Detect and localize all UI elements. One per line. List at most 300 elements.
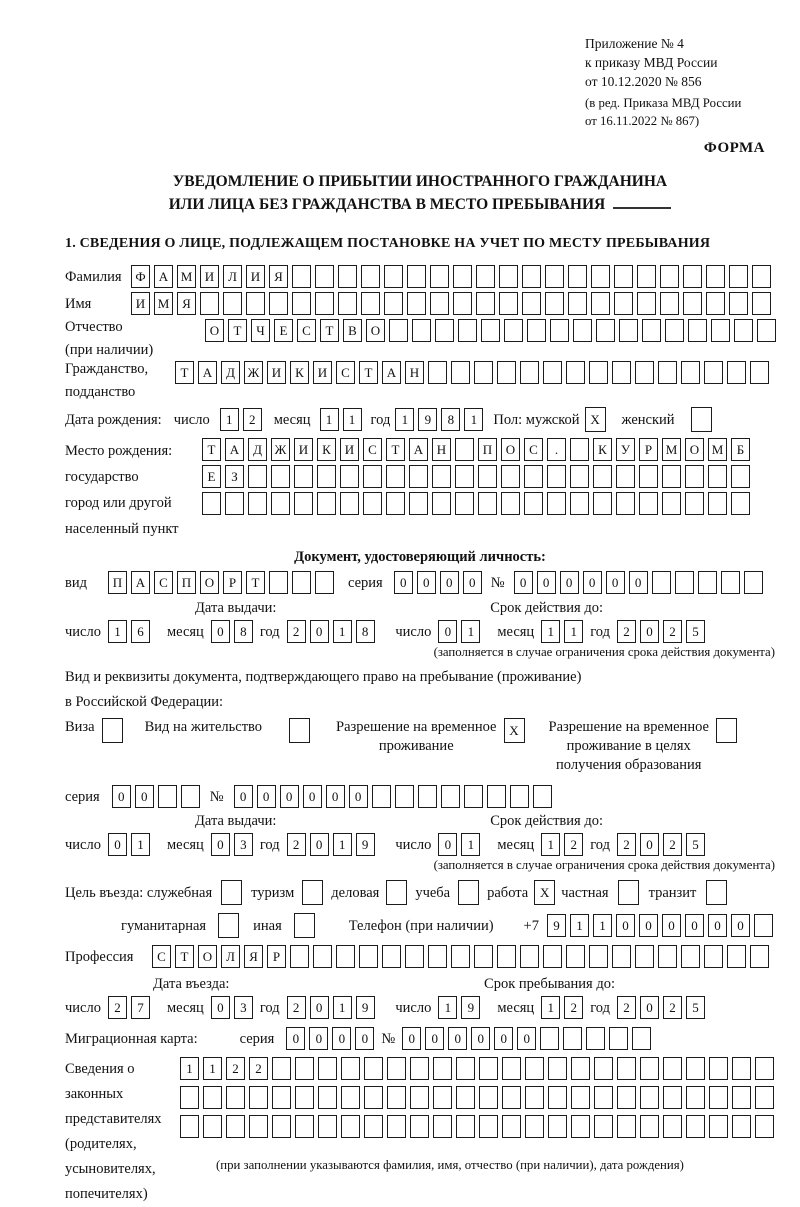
char-cell[interactable] (686, 1115, 705, 1138)
char-cell[interactable] (614, 292, 633, 315)
char-cell[interactable] (681, 361, 700, 384)
char-cell[interactable]: М (708, 438, 727, 461)
char-cell[interactable] (181, 785, 200, 808)
char-cell[interactable]: А (154, 265, 173, 288)
char-cell[interactable]: 1 (593, 914, 612, 937)
res-expiry-day-cells[interactable] (438, 833, 480, 856)
id-issue-month-cells[interactable] (211, 620, 253, 643)
char-cell[interactable] (102, 718, 123, 743)
residence-permit-checkbox[interactable] (289, 718, 310, 743)
char-cell[interactable]: 1 (320, 408, 339, 431)
char-cell[interactable] (479, 1057, 498, 1080)
char-cell[interactable] (412, 319, 431, 342)
birth-day-cells[interactable] (220, 408, 262, 431)
char-cell[interactable] (481, 319, 500, 342)
char-cell[interactable] (755, 1057, 774, 1080)
char-cell[interactable] (363, 492, 382, 515)
char-cell[interactable]: А (225, 438, 244, 461)
char-cell[interactable]: 6 (131, 620, 150, 643)
char-cell[interactable]: 0 (560, 571, 579, 594)
id-expiry-day-cells[interactable] (438, 620, 480, 643)
char-cell[interactable] (640, 1057, 659, 1080)
given-name-cells[interactable] (131, 292, 771, 315)
char-cell[interactable]: И (246, 265, 265, 288)
char-cell[interactable] (548, 1086, 567, 1109)
char-cell[interactable]: М (154, 292, 173, 315)
purpose-official-checkbox[interactable] (221, 880, 242, 905)
surname-cells[interactable] (131, 265, 771, 288)
char-cell[interactable] (433, 1086, 452, 1109)
char-cell[interactable]: X (585, 407, 606, 432)
char-cell[interactable] (708, 465, 727, 488)
char-cell[interactable] (364, 1057, 383, 1080)
char-cell[interactable]: 2 (617, 996, 636, 1019)
char-cell[interactable]: 1 (180, 1057, 199, 1080)
char-cell[interactable] (249, 1086, 268, 1109)
char-cell[interactable]: 9 (461, 996, 480, 1019)
char-cell[interactable] (158, 785, 177, 808)
char-cell[interactable] (593, 465, 612, 488)
rvp-checkbox[interactable] (504, 718, 525, 743)
char-cell[interactable]: А (382, 361, 401, 384)
char-cell[interactable]: Ж (244, 361, 263, 384)
char-cell[interactable] (456, 1115, 475, 1138)
char-cell[interactable] (479, 1086, 498, 1109)
char-cell[interactable] (202, 492, 221, 515)
char-cell[interactable] (432, 465, 451, 488)
citizenship-cells[interactable] (175, 361, 769, 384)
char-cell[interactable] (750, 361, 769, 384)
char-cell[interactable] (338, 265, 357, 288)
char-cell[interactable] (617, 1115, 636, 1138)
char-cell[interactable] (428, 361, 447, 384)
char-cell[interactable]: 1 (395, 408, 414, 431)
migration-series-cells[interactable] (286, 1027, 374, 1050)
char-cell[interactable]: Т (359, 361, 378, 384)
char-cell[interactable]: 0 (640, 620, 659, 643)
char-cell[interactable] (706, 880, 727, 905)
char-cell[interactable]: 5 (686, 996, 705, 1019)
char-cell[interactable] (750, 945, 769, 968)
char-cell[interactable] (662, 492, 681, 515)
char-cell[interactable]: 2 (226, 1057, 245, 1080)
char-cell[interactable]: 0 (211, 620, 230, 643)
char-cell[interactable] (382, 945, 401, 968)
char-cell[interactable]: 0 (332, 1027, 351, 1050)
char-cell[interactable]: 8 (441, 408, 460, 431)
char-cell[interactable]: Е (274, 319, 293, 342)
char-cell[interactable] (525, 1115, 544, 1138)
char-cell[interactable]: 8 (234, 620, 253, 643)
char-cell[interactable] (364, 1086, 383, 1109)
char-cell[interactable] (734, 319, 753, 342)
char-cell[interactable] (681, 945, 700, 968)
char-cell[interactable]: О (501, 438, 520, 461)
char-cell[interactable]: 9 (356, 833, 375, 856)
char-cell[interactable] (317, 465, 336, 488)
char-cell[interactable]: С (154, 571, 173, 594)
char-cell[interactable]: 2 (108, 996, 127, 1019)
char-cell[interactable]: 2 (287, 996, 306, 1019)
char-cell[interactable]: 0 (310, 833, 329, 856)
char-cell[interactable] (755, 1115, 774, 1138)
char-cell[interactable] (249, 1115, 268, 1138)
char-cell[interactable]: Ж (271, 438, 290, 461)
res-issue-year-cells[interactable] (287, 833, 375, 856)
char-cell[interactable] (455, 492, 474, 515)
char-cell[interactable] (290, 945, 309, 968)
char-cell[interactable]: 1 (461, 620, 480, 643)
char-cell[interactable] (295, 1115, 314, 1138)
char-cell[interactable]: 0 (257, 785, 276, 808)
char-cell[interactable]: О (366, 319, 385, 342)
char-cell[interactable]: 9 (356, 996, 375, 1019)
char-cell[interactable]: 0 (537, 571, 556, 594)
entry-month-cells[interactable] (211, 996, 253, 1019)
char-cell[interactable] (384, 265, 403, 288)
char-cell[interactable] (451, 945, 470, 968)
res-issue-day-cells[interactable] (108, 833, 150, 856)
char-cell[interactable] (547, 492, 566, 515)
char-cell[interactable]: 0 (438, 833, 457, 856)
char-cell[interactable] (663, 1086, 682, 1109)
char-cell[interactable] (430, 265, 449, 288)
char-cell[interactable] (318, 1115, 337, 1138)
char-cell[interactable] (271, 465, 290, 488)
char-cell[interactable] (203, 1086, 222, 1109)
entry-year-cells[interactable] (287, 996, 375, 1019)
char-cell[interactable] (729, 265, 748, 288)
char-cell[interactable]: Я (269, 265, 288, 288)
char-cell[interactable] (563, 1027, 582, 1050)
char-cell[interactable]: К (593, 438, 612, 461)
char-cell[interactable] (616, 465, 635, 488)
char-cell[interactable] (294, 465, 313, 488)
char-cell[interactable]: Т (386, 438, 405, 461)
char-cell[interactable] (226, 1086, 245, 1109)
char-cell[interactable] (435, 319, 454, 342)
char-cell[interactable] (180, 1115, 199, 1138)
char-cell[interactable] (637, 292, 656, 315)
char-cell[interactable] (566, 945, 585, 968)
char-cell[interactable] (594, 1057, 613, 1080)
char-cell[interactable]: О (685, 438, 704, 461)
char-cell[interactable] (361, 292, 380, 315)
char-cell[interactable] (294, 492, 313, 515)
char-cell[interactable] (570, 438, 589, 461)
char-cell[interactable] (479, 1115, 498, 1138)
char-cell[interactable] (487, 785, 506, 808)
char-cell[interactable] (478, 465, 497, 488)
char-cell[interactable] (502, 1115, 521, 1138)
char-cell[interactable]: 1 (461, 833, 480, 856)
res-issue-month-cells[interactable] (211, 833, 253, 856)
purpose-other-checkbox[interactable] (294, 913, 315, 938)
char-cell[interactable] (361, 265, 380, 288)
char-cell[interactable] (315, 292, 334, 315)
char-cell[interactable] (660, 265, 679, 288)
char-cell[interactable] (364, 1115, 383, 1138)
char-cell[interactable] (407, 265, 426, 288)
char-cell[interactable] (384, 292, 403, 315)
char-cell[interactable] (548, 1057, 567, 1080)
char-cell[interactable] (272, 1057, 291, 1080)
char-cell[interactable] (341, 1115, 360, 1138)
char-cell[interactable] (386, 465, 405, 488)
char-cell[interactable] (716, 718, 737, 743)
char-cell[interactable] (292, 265, 311, 288)
char-cell[interactable]: Д (248, 438, 267, 461)
char-cell[interactable] (593, 492, 612, 515)
char-cell[interactable] (203, 1115, 222, 1138)
char-cell[interactable] (221, 880, 242, 905)
char-cell[interactable]: 0 (662, 914, 681, 937)
char-cell[interactable] (533, 785, 552, 808)
char-cell[interactable] (340, 492, 359, 515)
char-cell[interactable] (200, 292, 219, 315)
char-cell[interactable]: 9 (418, 408, 437, 431)
id-issue-day-cells[interactable] (108, 620, 150, 643)
char-cell[interactable]: 1 (464, 408, 483, 431)
char-cell[interactable]: 0 (463, 571, 482, 594)
char-cell[interactable]: 7 (131, 996, 150, 1019)
char-cell[interactable] (688, 319, 707, 342)
char-cell[interactable]: 0 (234, 785, 253, 808)
char-cell[interactable]: 0 (310, 996, 329, 1019)
char-cell[interactable] (410, 1057, 429, 1080)
char-cell[interactable] (524, 465, 543, 488)
char-cell[interactable] (455, 465, 474, 488)
char-cell[interactable] (410, 1115, 429, 1138)
char-cell[interactable] (432, 492, 451, 515)
char-cell[interactable]: Р (639, 438, 658, 461)
char-cell[interactable]: 2 (564, 833, 583, 856)
char-cell[interactable] (570, 465, 589, 488)
char-cell[interactable] (317, 492, 336, 515)
char-cell[interactable] (639, 465, 658, 488)
doc-number-cells[interactable] (514, 571, 763, 594)
char-cell[interactable] (246, 292, 265, 315)
char-cell[interactable] (363, 465, 382, 488)
purpose-study-checkbox[interactable] (458, 880, 479, 905)
guardians-cells-row1[interactable] (180, 1057, 774, 1080)
char-cell[interactable]: 1 (220, 408, 239, 431)
char-cell[interactable] (686, 1057, 705, 1080)
char-cell[interactable] (727, 361, 746, 384)
char-cell[interactable] (501, 465, 520, 488)
char-cell[interactable]: 1 (333, 996, 352, 1019)
char-cell[interactable] (248, 465, 267, 488)
char-cell[interactable] (550, 319, 569, 342)
char-cell[interactable] (223, 292, 242, 315)
char-cell[interactable]: 2 (617, 620, 636, 643)
char-cell[interactable]: 8 (356, 620, 375, 643)
char-cell[interactable] (721, 571, 740, 594)
char-cell[interactable] (744, 571, 763, 594)
char-cell[interactable] (731, 465, 750, 488)
char-cell[interactable] (387, 1086, 406, 1109)
char-cell[interactable] (732, 1057, 751, 1080)
char-cell[interactable]: 0 (280, 785, 299, 808)
char-cell[interactable] (635, 945, 654, 968)
char-cell[interactable]: 0 (309, 1027, 328, 1050)
char-cell[interactable]: 5 (686, 620, 705, 643)
char-cell[interactable] (640, 1086, 659, 1109)
char-cell[interactable] (430, 292, 449, 315)
char-cell[interactable] (568, 265, 587, 288)
char-cell[interactable] (709, 1057, 728, 1080)
char-cell[interactable]: 1 (333, 833, 352, 856)
char-cell[interactable] (640, 1115, 659, 1138)
char-cell[interactable]: 2 (663, 996, 682, 1019)
char-cell[interactable] (478, 492, 497, 515)
char-cell[interactable]: И (340, 438, 359, 461)
char-cell[interactable]: С (152, 945, 171, 968)
char-cell[interactable] (441, 785, 460, 808)
char-cell[interactable] (499, 265, 518, 288)
char-cell[interactable]: 0 (355, 1027, 374, 1050)
char-cell[interactable] (409, 465, 428, 488)
char-cell[interactable] (338, 292, 357, 315)
char-cell[interactable]: О (200, 571, 219, 594)
char-cell[interactable] (456, 1057, 475, 1080)
char-cell[interactable]: 0 (471, 1027, 490, 1050)
char-cell[interactable]: П (108, 571, 127, 594)
char-cell[interactable]: . (547, 438, 566, 461)
char-cell[interactable] (502, 1086, 521, 1109)
char-cell[interactable] (410, 1086, 429, 1109)
char-cell[interactable] (359, 945, 378, 968)
char-cell[interactable] (727, 945, 746, 968)
char-cell[interactable] (639, 492, 658, 515)
doc-type-cells[interactable] (108, 571, 334, 594)
char-cell[interactable] (685, 492, 704, 515)
char-cell[interactable] (525, 1086, 544, 1109)
char-cell[interactable] (405, 945, 424, 968)
char-cell[interactable]: 0 (394, 571, 413, 594)
char-cell[interactable] (456, 1086, 475, 1109)
char-cell[interactable] (476, 292, 495, 315)
char-cell[interactable]: М (662, 438, 681, 461)
char-cell[interactable]: 0 (108, 833, 127, 856)
char-cell[interactable]: 0 (135, 785, 154, 808)
stay-year-cells[interactable] (617, 996, 705, 1019)
char-cell[interactable] (547, 465, 566, 488)
sex-female-checkbox[interactable] (691, 407, 712, 432)
char-cell[interactable] (499, 292, 518, 315)
char-cell[interactable]: И (294, 438, 313, 461)
char-cell[interactable]: 1 (570, 914, 589, 937)
char-cell[interactable] (706, 292, 725, 315)
char-cell[interactable] (729, 292, 748, 315)
char-cell[interactable]: У (616, 438, 635, 461)
char-cell[interactable] (663, 1115, 682, 1138)
char-cell[interactable] (683, 292, 702, 315)
char-cell[interactable] (731, 492, 750, 515)
char-cell[interactable] (594, 1086, 613, 1109)
char-cell[interactable] (294, 913, 315, 938)
char-cell[interactable] (709, 1115, 728, 1138)
birthplace-cells-row2[interactable] (202, 465, 750, 488)
char-cell[interactable] (527, 319, 546, 342)
char-cell[interactable]: Я (177, 292, 196, 315)
char-cell[interactable]: Б (731, 438, 750, 461)
char-cell[interactable]: 1 (541, 833, 560, 856)
char-cell[interactable] (409, 492, 428, 515)
char-cell[interactable] (571, 1115, 590, 1138)
char-cell[interactable]: О (198, 945, 217, 968)
char-cell[interactable] (336, 945, 355, 968)
id-expiry-month-cells[interactable] (541, 620, 583, 643)
char-cell[interactable] (395, 785, 414, 808)
char-cell[interactable] (732, 1115, 751, 1138)
char-cell[interactable]: Я (244, 945, 263, 968)
char-cell[interactable] (612, 361, 631, 384)
char-cell[interactable] (386, 880, 407, 905)
char-cell[interactable] (662, 465, 681, 488)
char-cell[interactable] (269, 292, 288, 315)
migration-number-cells[interactable] (402, 1027, 651, 1050)
char-cell[interactable]: Е (202, 465, 221, 488)
char-cell[interactable] (520, 945, 539, 968)
char-cell[interactable]: Т (202, 438, 221, 461)
char-cell[interactable] (637, 265, 656, 288)
char-cell[interactable] (752, 292, 771, 315)
purpose-tourism-checkbox[interactable] (302, 880, 323, 905)
char-cell[interactable]: Н (432, 438, 451, 461)
char-cell[interactable] (433, 1057, 452, 1080)
char-cell[interactable]: Т (320, 319, 339, 342)
char-cell[interactable] (522, 292, 541, 315)
char-cell[interactable] (665, 319, 684, 342)
char-cell[interactable] (502, 1057, 521, 1080)
char-cell[interactable] (755, 1086, 774, 1109)
char-cell[interactable] (458, 319, 477, 342)
char-cell[interactable] (520, 361, 539, 384)
char-cell[interactable]: 9 (547, 914, 566, 937)
char-cell[interactable] (548, 1115, 567, 1138)
char-cell[interactable] (226, 1115, 245, 1138)
char-cell[interactable] (464, 785, 483, 808)
char-cell[interactable] (642, 319, 661, 342)
char-cell[interactable]: 1 (438, 996, 457, 1019)
char-cell[interactable] (387, 1115, 406, 1138)
char-cell[interactable] (453, 265, 472, 288)
char-cell[interactable] (295, 1057, 314, 1080)
char-cell[interactable] (566, 361, 585, 384)
char-cell[interactable] (218, 913, 239, 938)
id-issue-year-cells[interactable] (287, 620, 375, 643)
char-cell[interactable]: П (177, 571, 196, 594)
char-cell[interactable]: З (225, 465, 244, 488)
char-cell[interactable] (302, 880, 323, 905)
char-cell[interactable]: 0 (708, 914, 727, 937)
char-cell[interactable] (292, 571, 311, 594)
char-cell[interactable] (458, 880, 479, 905)
char-cell[interactable]: 0 (326, 785, 345, 808)
char-cell[interactable] (704, 945, 723, 968)
char-cell[interactable]: 0 (629, 571, 648, 594)
char-cell[interactable] (315, 571, 334, 594)
birth-year-cells[interactable] (395, 408, 483, 431)
purpose-work-checkbox[interactable] (534, 880, 555, 905)
char-cell[interactable]: 0 (310, 620, 329, 643)
char-cell[interactable]: 0 (517, 1027, 536, 1050)
char-cell[interactable]: В (343, 319, 362, 342)
doc-series-cells[interactable] (394, 571, 482, 594)
birth-month-cells[interactable] (320, 408, 362, 431)
char-cell[interactable]: Р (267, 945, 286, 968)
